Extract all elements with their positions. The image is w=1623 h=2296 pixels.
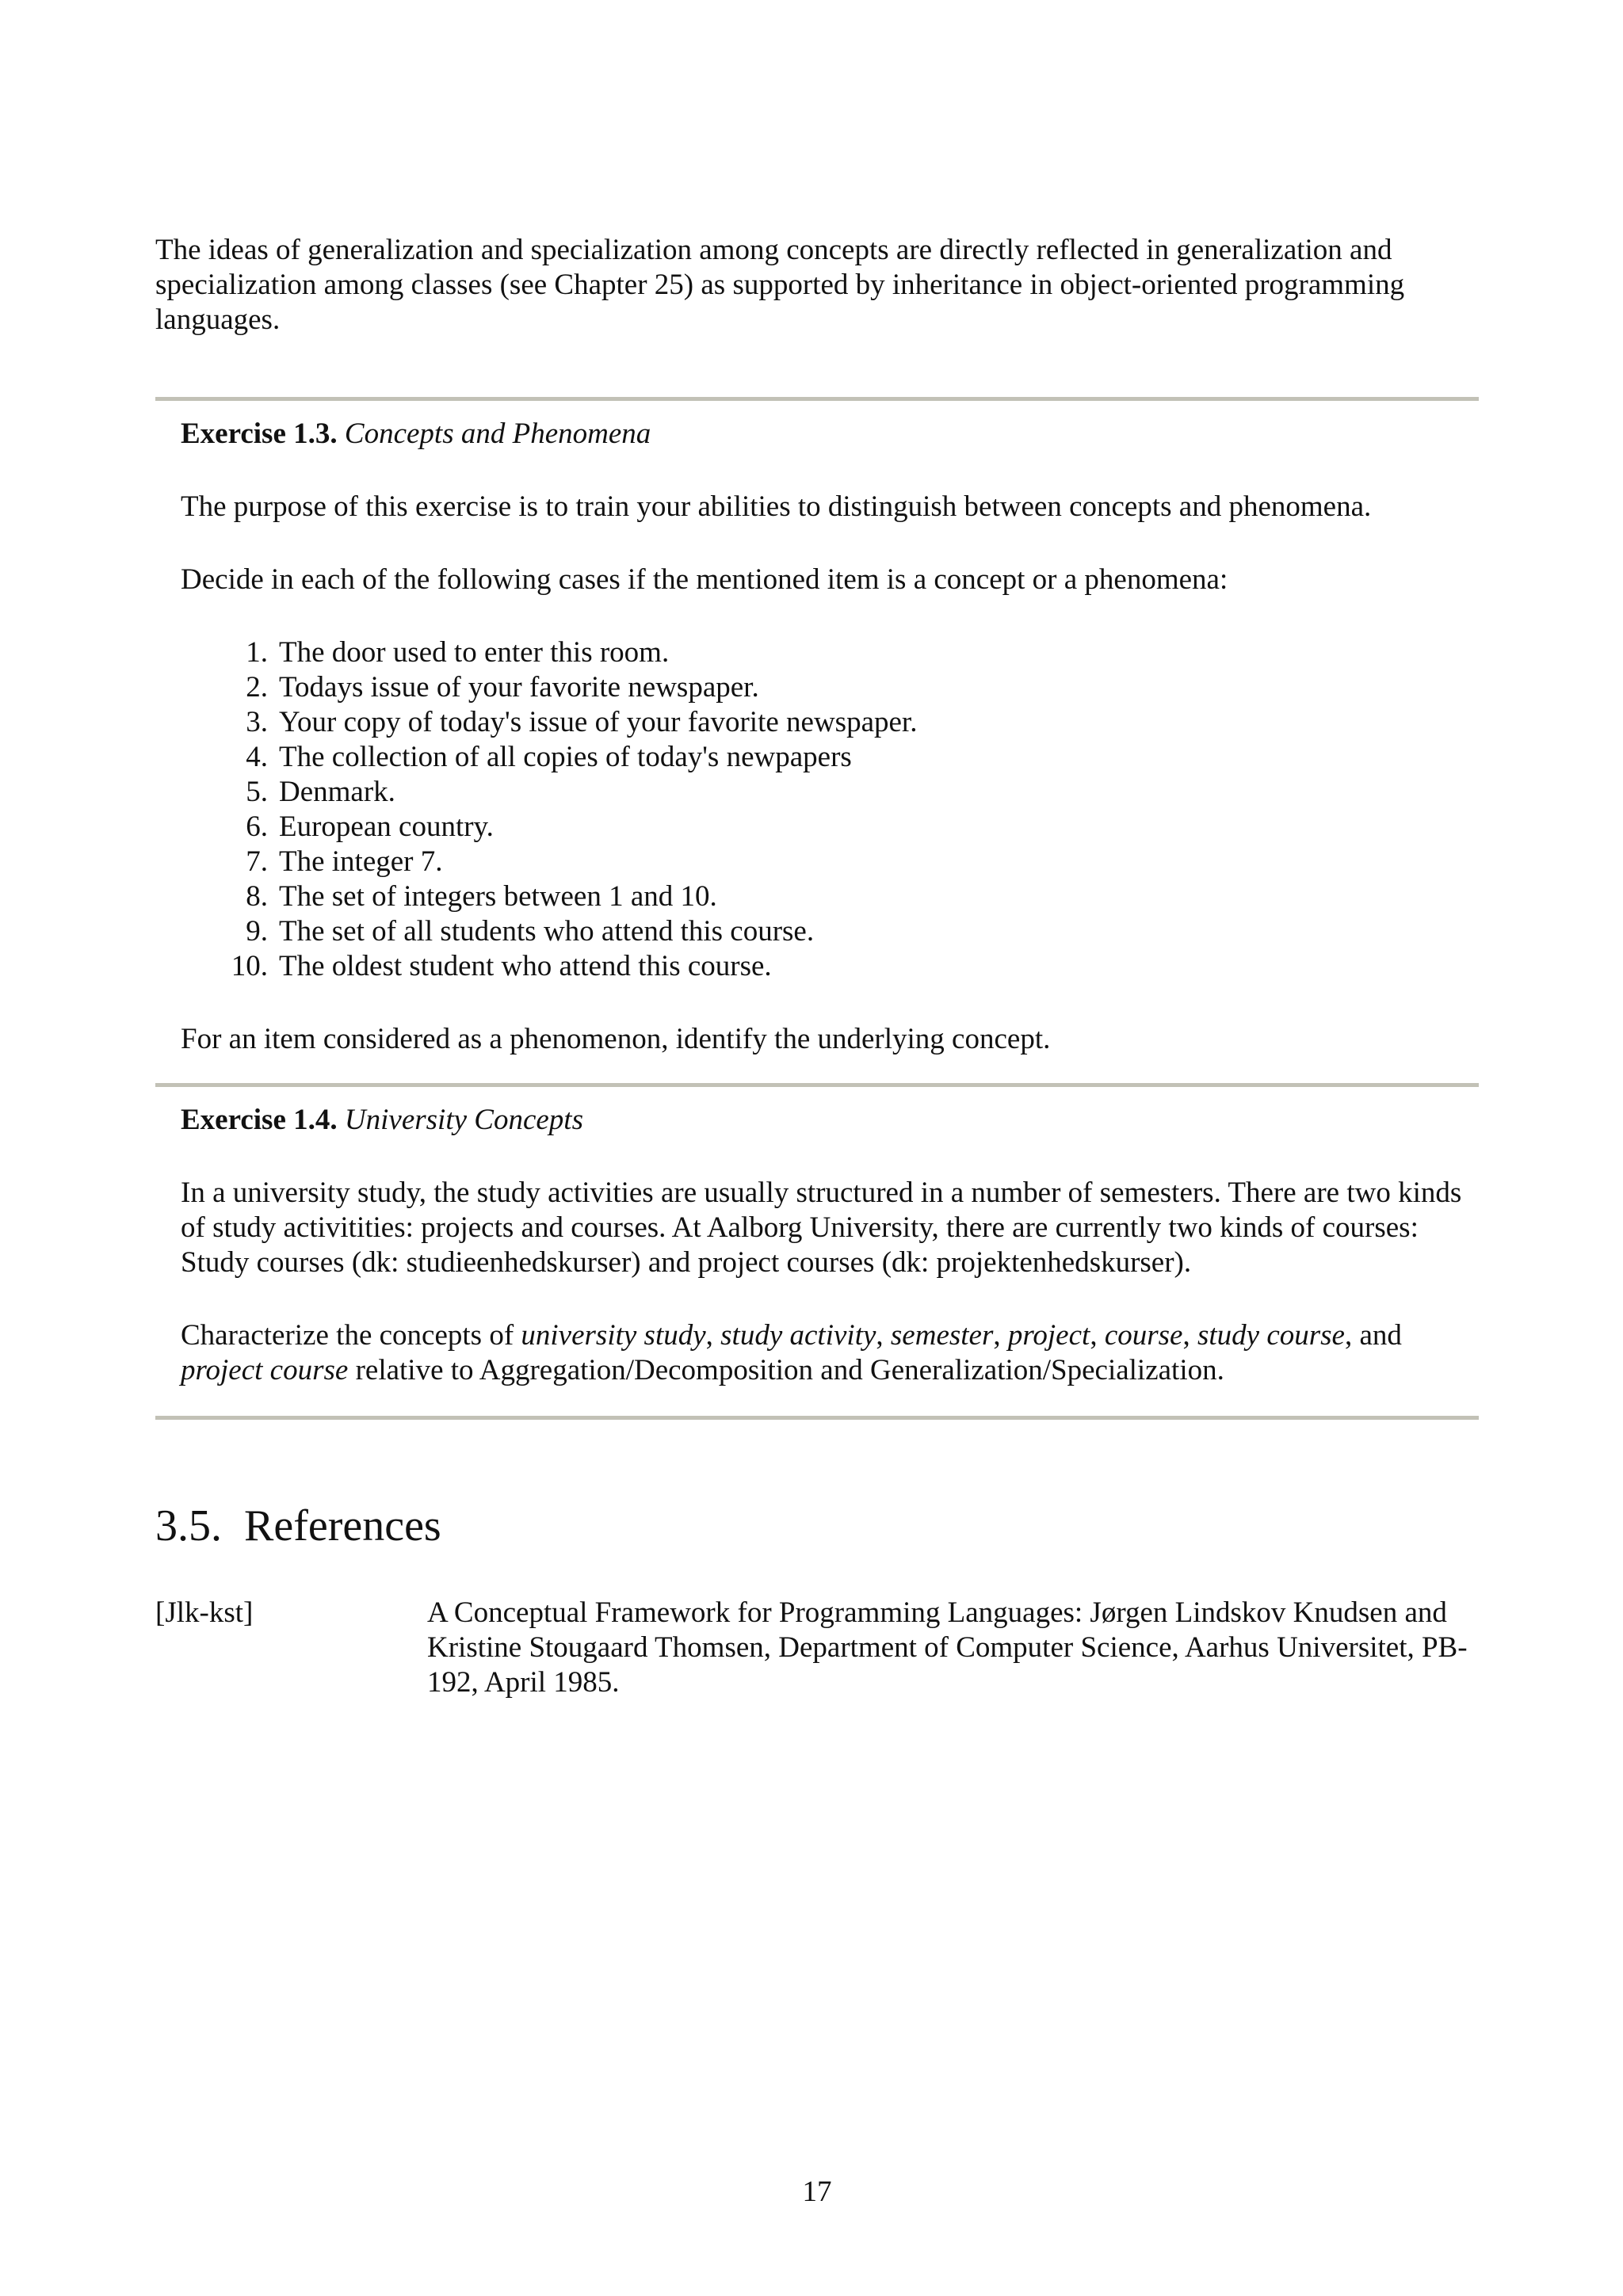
list-item bbox=[181, 845, 1465, 879]
exercise-task bbox=[181, 1318, 1465, 1388]
list-item bbox=[181, 879, 1465, 914]
task-term: project bbox=[1007, 1319, 1090, 1352]
document-page bbox=[155, 0, 1479, 2296]
item-number: 6. bbox=[246, 810, 268, 843]
exercise-title: Concepts and Phenomena bbox=[344, 418, 651, 450]
exercise-title: University Concepts bbox=[344, 1104, 583, 1136]
list-item bbox=[181, 705, 1465, 740]
item-number: 9. bbox=[246, 915, 268, 948]
list-item bbox=[181, 775, 1465, 810]
task-text: , bbox=[876, 1319, 891, 1352]
task-term: study course bbox=[1197, 1319, 1345, 1352]
item-number: 2. bbox=[246, 671, 268, 704]
item-text: The set of integers between 1 and 10. bbox=[279, 880, 717, 913]
exercise-divider bbox=[155, 1083, 1479, 1087]
item-text: The integer 7. bbox=[279, 845, 443, 878]
item-number: 8. bbox=[246, 880, 268, 913]
item-text: The oldest student who attend this course. bbox=[279, 950, 772, 982]
list-item bbox=[181, 810, 1465, 845]
item-number: 1. bbox=[246, 636, 268, 669]
item-text: The set of all students who attend this course. bbox=[279, 915, 815, 948]
task-term: semester bbox=[890, 1319, 994, 1352]
task-text: relative to Aggregation/Decomposition and Generalization/Specialization. bbox=[348, 1354, 1224, 1386]
reference-text: A Conceptual Framework for Programming Languages: Jørgen Lindskov Knudsen and Kristine Stougaard Thomsen, Department of Computer Science, Aarhus Universitet, PB-192, April 1985. bbox=[427, 1596, 1468, 1699]
exercise-heading bbox=[181, 417, 1465, 452]
item-text: Denmark. bbox=[279, 776, 395, 808]
item-text: The collection of all copies of today's newpapers bbox=[279, 741, 852, 773]
exercise-closing: For an item considered as a phenomenon, identify the underlying concept. bbox=[181, 1023, 1051, 1055]
exercise-purpose: The purpose of this exercise is to train your abilities to distinguish between concepts and phenomena. bbox=[181, 490, 1372, 523]
item-number: 5. bbox=[246, 776, 268, 808]
list-item bbox=[181, 949, 1465, 984]
section-title: References bbox=[244, 1501, 441, 1550]
list-item bbox=[181, 740, 1465, 775]
task-term: university study bbox=[521, 1319, 706, 1352]
exercise-label: Exercise 1.4. bbox=[181, 1104, 338, 1136]
exercise-1-3 bbox=[181, 417, 1465, 1057]
intro-paragraph: The ideas of generalization and specialization among concepts are directly reflected in generalization and specialization among classes (see Chapter 25) as supported by inheritance in object-oriented programming languages. bbox=[155, 234, 1405, 336]
section-heading bbox=[155, 1498, 441, 1554]
task-term: course bbox=[1104, 1319, 1183, 1352]
task-text: Characterize the concepts of bbox=[181, 1319, 521, 1352]
section-number: 3.5. bbox=[155, 1501, 222, 1550]
item-number: 4. bbox=[246, 741, 268, 773]
task-text: , bbox=[993, 1319, 1008, 1352]
item-text: Your copy of today's issue of your favorite newspaper. bbox=[279, 706, 918, 738]
task-term: study activity bbox=[720, 1319, 876, 1352]
list-item bbox=[181, 670, 1465, 705]
exercise-label: Exercise 1.3. bbox=[181, 418, 338, 450]
task-text: , bbox=[705, 1319, 721, 1352]
list-item bbox=[181, 914, 1465, 949]
exercise-divider bbox=[155, 1416, 1479, 1420]
task-term: project course bbox=[181, 1354, 349, 1386]
item-text: Todays issue of your favorite newspaper. bbox=[279, 671, 759, 704]
task-text: , bbox=[1090, 1319, 1105, 1352]
exercise-description: In a university study, the study activities are usually structured in a number of semesters. There are two kinds of study activitities: projects and courses. At Aalborg University, there are currently two kinds of courses: Study courses (dk: studieenhedskurser) and project courses (dk: projektenhedskurser). bbox=[181, 1177, 1462, 1279]
exercise-1-4 bbox=[181, 1103, 1465, 1388]
exercise-divider bbox=[155, 397, 1479, 401]
list-item bbox=[181, 635, 1465, 670]
exercise-heading bbox=[181, 1103, 1465, 1138]
item-number: 7. bbox=[246, 845, 268, 878]
task-text: , and bbox=[1344, 1319, 1402, 1352]
exercise-instruction: Decide in each of the following cases if the mentioned item is a concept or a phenomena: bbox=[181, 563, 1228, 596]
case-list bbox=[181, 635, 1465, 984]
reference-key: [Jlk-kst] bbox=[155, 1596, 254, 1629]
item-number: 3. bbox=[246, 706, 268, 738]
page-number: 17 bbox=[802, 2176, 832, 2208]
item-text: European country. bbox=[279, 810, 494, 843]
task-text: , bbox=[1182, 1319, 1197, 1352]
item-number: 10. bbox=[231, 950, 268, 982]
item-text: The door used to enter this room. bbox=[279, 636, 670, 669]
